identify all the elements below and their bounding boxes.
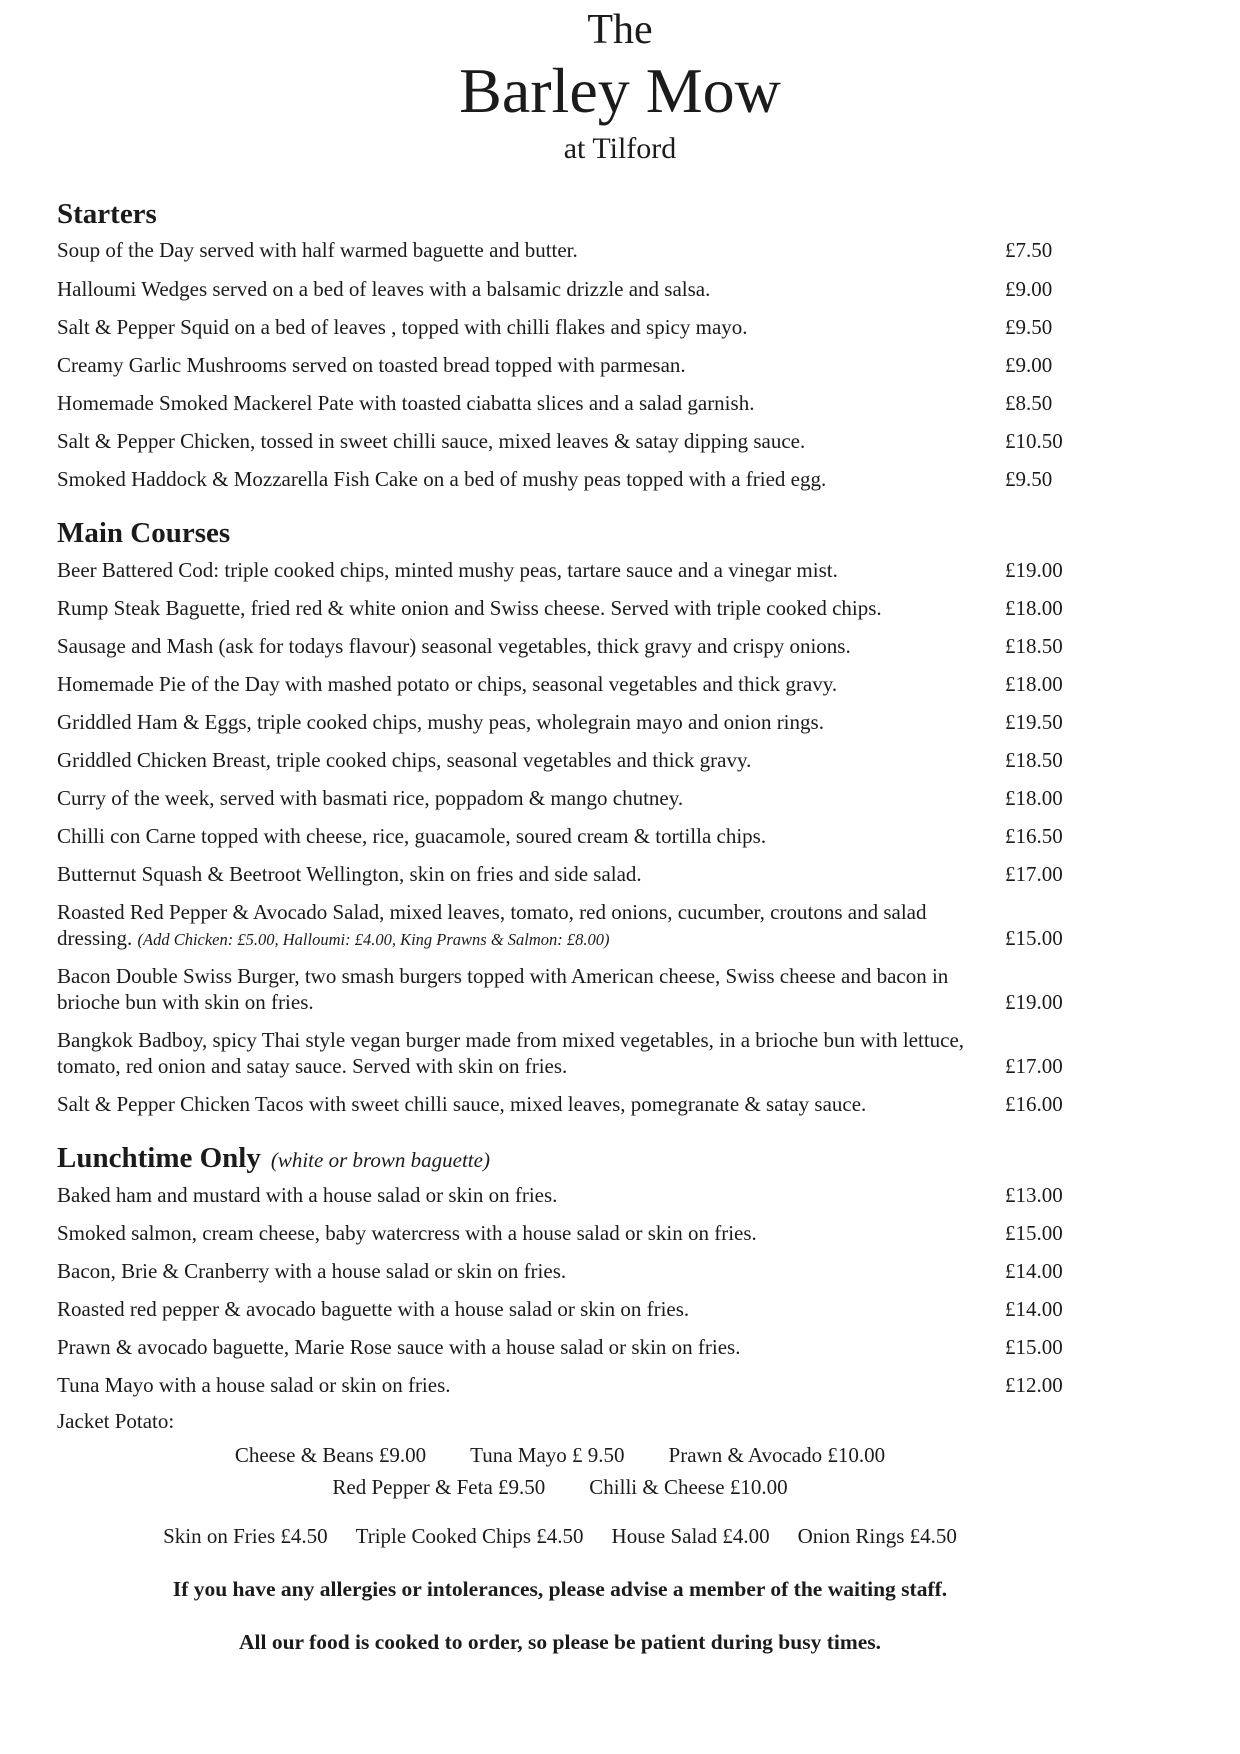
menu-item-description: Griddled Chicken Breast, triple cooked chips, seasonal vegetables and thick gravy. — [57, 747, 752, 772]
menu-item — [57, 314, 1063, 340]
menu-item-text — [57, 1372, 1005, 1398]
menu-item-price: £19.00 — [1005, 557, 1063, 582]
menu-item-description: Roasted red pepper & avocado baguette with a house salad or skin on fries. — [57, 1296, 690, 1321]
menu-item-price: £19.00 — [1005, 989, 1063, 1014]
menu-sections — [57, 197, 1063, 1398]
menu-item-text — [57, 747, 1005, 773]
menu-item-text — [57, 428, 1005, 454]
menu-item-text — [57, 595, 1005, 621]
header-subtitle: at Tilford — [563, 131, 677, 165]
section-lunchtime-only — [57, 1141, 1063, 1398]
side-item: Skin on Fries £4.50 — [163, 1524, 328, 1549]
menu-item — [57, 709, 1063, 735]
menu-item-description: Baked ham and mustard with a house salad or skin on fries. — [57, 1182, 558, 1207]
menu-item — [57, 237, 1063, 263]
menu-item-text — [57, 1334, 1005, 1360]
menu-item-description: Curry of the week, served with basmati rice, poppadom & mango chutney. — [57, 785, 684, 810]
menu-item-price: £12.00 — [1005, 1372, 1063, 1397]
menu-item-description: Chilli con Carne topped with cheese, rice, guacamole, soured cream & tortilla chips. — [57, 823, 767, 848]
menu-item-note: (Add Chicken: £5.00, Halloumi: £4.00, King Prawns & Salmon: £8.00) — [137, 929, 610, 949]
menu-item-price: £7.50 — [1005, 238, 1053, 263]
menu-item-description: Homemade Smoked Mackerel Pate with toasted ciabatta slices and a salad garnish. — [57, 390, 755, 415]
menu-item-price: £15.00 — [1005, 1220, 1063, 1245]
menu-item-price: £18.50 — [1005, 633, 1063, 658]
menu-item-text — [57, 1027, 1005, 1079]
jacket-potato-option: Chilli & Cheese £10.00 — [589, 1475, 788, 1500]
menu-item — [57, 785, 1063, 811]
side-item: Triple Cooked Chips £4.50 — [355, 1524, 584, 1549]
menu-item-text — [57, 276, 1005, 302]
menu-item-text — [57, 1296, 1005, 1322]
menu-item-description: Butternut Squash & Beetroot Wellington, skin on fries and side salad. — [57, 861, 642, 886]
menu-item-description: Salt & Pepper Squid on a bed of leaves , topped with chilli flakes and spicy mayo. — [57, 314, 748, 339]
jacket-potato-option: Tuna Mayo £ 9.50 — [470, 1443, 625, 1468]
menu-item-text — [57, 963, 1005, 1015]
menu-item-description: Creamy Garlic Mushrooms served on toasted bread topped with parmesan. — [57, 352, 686, 377]
menu-item-text — [57, 1258, 1005, 1284]
menu-item — [57, 671, 1063, 697]
menu-item-price: £10.50 — [1005, 428, 1063, 453]
menu-item-text — [57, 1220, 1005, 1246]
menu-item-text — [57, 671, 1005, 697]
menu-item-description: Rump Steak Baguette, fried red & white onion and Swiss cheese. Served with triple cooked chips. — [57, 595, 882, 620]
menu-item-text — [57, 557, 1005, 583]
menu-item — [57, 557, 1063, 583]
menu-item — [57, 1091, 1063, 1117]
menu-item-description: Griddled Ham & Eggs, triple cooked chips, mushy peas, wholegrain mayo and onion rings. — [57, 709, 824, 734]
section-title-text: Main Courses — [57, 516, 231, 549]
menu-item — [57, 1372, 1063, 1398]
section-main-courses — [57, 516, 1063, 1117]
menu-item-price: £9.00 — [1005, 352, 1053, 377]
menu-item-text — [57, 314, 1005, 340]
jacket-potato-line — [57, 1442, 1063, 1468]
menu-item-description: Prawn & avocado baguette, Marie Rose sauce with a house salad or skin on fries. — [57, 1334, 741, 1359]
section-subtitle: (white or brown baguette) — [270, 1148, 490, 1172]
menu-item — [57, 428, 1063, 454]
menu-item-price: £18.00 — [1005, 785, 1063, 810]
menu-item — [57, 1334, 1063, 1360]
menu-item — [57, 823, 1063, 849]
menu-item-price: £13.00 — [1005, 1182, 1063, 1207]
menu-item — [57, 633, 1063, 659]
menu-item-description: Salt & Pepper Chicken Tacos with sweet chilli sauce, mixed leaves, pomegranate & satay sauce. — [57, 1091, 867, 1116]
menu-item-price: £16.00 — [1005, 1091, 1063, 1116]
menu-item-price: £18.50 — [1005, 747, 1063, 772]
menu-item-text — [57, 352, 1005, 378]
menu-item-description: Smoked salmon, cream cheese, baby watercress with a house salad or skin on fries. — [57, 1220, 757, 1245]
patience-notice: All our food is cooked to order, so please be patient during busy times. — [238, 1630, 882, 1655]
jacket-potato-option: Red Pepper & Feta £9.50 — [332, 1475, 546, 1500]
jacket-potato-block — [57, 1408, 1063, 1500]
menu-item-price: £16.50 — [1005, 823, 1063, 848]
menu-item — [57, 1220, 1063, 1246]
menu-item-price: £17.00 — [1005, 1053, 1063, 1078]
side-item: House Salad £4.00 — [611, 1524, 770, 1549]
jacket-potato-options — [57, 1442, 1063, 1500]
menu-item-description: Beer Battered Cod: triple cooked chips, minted mushy peas, tartare sauce and a vinegar mist. — [57, 557, 838, 582]
menu-item — [57, 352, 1063, 378]
menu-item-price: £15.00 — [1005, 1334, 1063, 1359]
menu-item-text — [57, 237, 1005, 263]
menu-item-description: Roasted Red Pepper & Avocado Salad, mixed leaves, tomato, red onions, cucumber, croutons and salad dressing. — [57, 899, 927, 950]
menu-item-text — [57, 1091, 1005, 1117]
section-title-text: Starters — [57, 197, 157, 230]
menu-item-description: Bacon Double Swiss Burger, two smash burgers topped with American cheese, Swiss cheese and bacon in brioche bun with skin on fries. — [57, 963, 949, 1014]
menu-item-description: Tuna Mayo with a house salad or skin on fries. — [57, 1372, 451, 1397]
menu-item — [57, 899, 1063, 951]
menu-item-price: £14.00 — [1005, 1258, 1063, 1283]
menu-item-text — [57, 390, 1005, 416]
menu-item-text — [57, 709, 1005, 735]
menu-item-price: £9.00 — [1005, 276, 1053, 301]
menu-item — [57, 390, 1063, 416]
menu-item — [57, 276, 1063, 302]
menu-item-price: £9.50 — [1005, 466, 1053, 491]
header-title: Barley Mow — [459, 55, 781, 127]
menu-item — [57, 963, 1063, 1015]
menu-item-price: £9.50 — [1005, 314, 1053, 339]
menu-item-price: £14.00 — [1005, 1296, 1063, 1321]
menu-item — [57, 1182, 1063, 1208]
section-starters — [57, 197, 1063, 492]
side-item: Onion Rings £4.50 — [797, 1524, 957, 1549]
menu-item — [57, 861, 1063, 887]
jacket-potato-label: Jacket Potato: — [57, 1408, 175, 1433]
jacket-potato-option: Prawn & Avocado £10.00 — [668, 1443, 886, 1468]
menu-item — [57, 1258, 1063, 1284]
section-title — [57, 1141, 1063, 1176]
menu-header — [0, 6, 1240, 167]
menu-item-price: £19.50 — [1005, 709, 1063, 734]
menu-item — [57, 595, 1063, 621]
menu-item-description: Smoked Haddock & Mozzarella Fish Cake on a bed of mushy peas topped with a fried egg. — [57, 466, 827, 491]
jacket-potato-line — [57, 1474, 1063, 1500]
menu-item-text — [57, 785, 1005, 811]
menu-item-price: £17.00 — [1005, 861, 1063, 886]
menu-item-description: Salt & Pepper Chicken, tossed in sweet chilli sauce, mixed leaves & satay dipping sauce. — [57, 428, 806, 453]
menu-item-text — [57, 1182, 1005, 1208]
menu-item-text — [57, 633, 1005, 659]
jacket-potato-option: Cheese & Beans £9.00 — [234, 1443, 427, 1468]
menu-item-text — [57, 466, 1005, 492]
menu-item — [57, 466, 1063, 492]
menu-item — [57, 1027, 1063, 1079]
section-title-text: Lunchtime Only — [57, 1142, 261, 1174]
menu-item-price: £8.50 — [1005, 390, 1053, 415]
menu-item-description: Bacon, Brie & Cranberry with a house salad or skin on fries. — [57, 1258, 567, 1283]
allergy-notice: If you have any allergies or intolerances, please advise a member of the waiting staff. — [172, 1577, 948, 1602]
menu-item — [57, 1296, 1063, 1322]
menu-item-text — [57, 861, 1005, 887]
sides-line — [57, 1524, 1063, 1549]
section-title — [57, 197, 1063, 232]
menu-item — [57, 747, 1063, 773]
menu-item-description: Sausage and Mash (ask for todays flavour) seasonal vegetables, thick gravy and crispy onions. — [57, 633, 851, 658]
menu-item-description: Halloumi Wedges served on a bed of leaves with a balsamic drizzle and salsa. — [57, 276, 711, 301]
header-the: The — [587, 7, 653, 53]
menu-item-description: Bangkok Badboy, spicy Thai style vegan burger made from mixed vegetables, in a brioche bun with lettuce, tomato, red onion and satay sauce. Served with skin on fries. — [57, 1027, 965, 1078]
menu-item-price: £18.00 — [1005, 671, 1063, 696]
menu-item-price: £15.00 — [1005, 925, 1063, 950]
menu-item-price: £18.00 — [1005, 595, 1063, 620]
menu-item-description: Homemade Pie of the Day with mashed potato or chips, seasonal vegetables and thick gravy. — [57, 671, 838, 696]
menu-content — [57, 197, 1063, 1655]
menu-item-text — [57, 823, 1005, 849]
section-title — [57, 516, 1063, 551]
menu-item-description: Soup of the Day served with half warmed baguette and butter. — [57, 238, 578, 263]
menu-item-text — [57, 899, 1005, 951]
